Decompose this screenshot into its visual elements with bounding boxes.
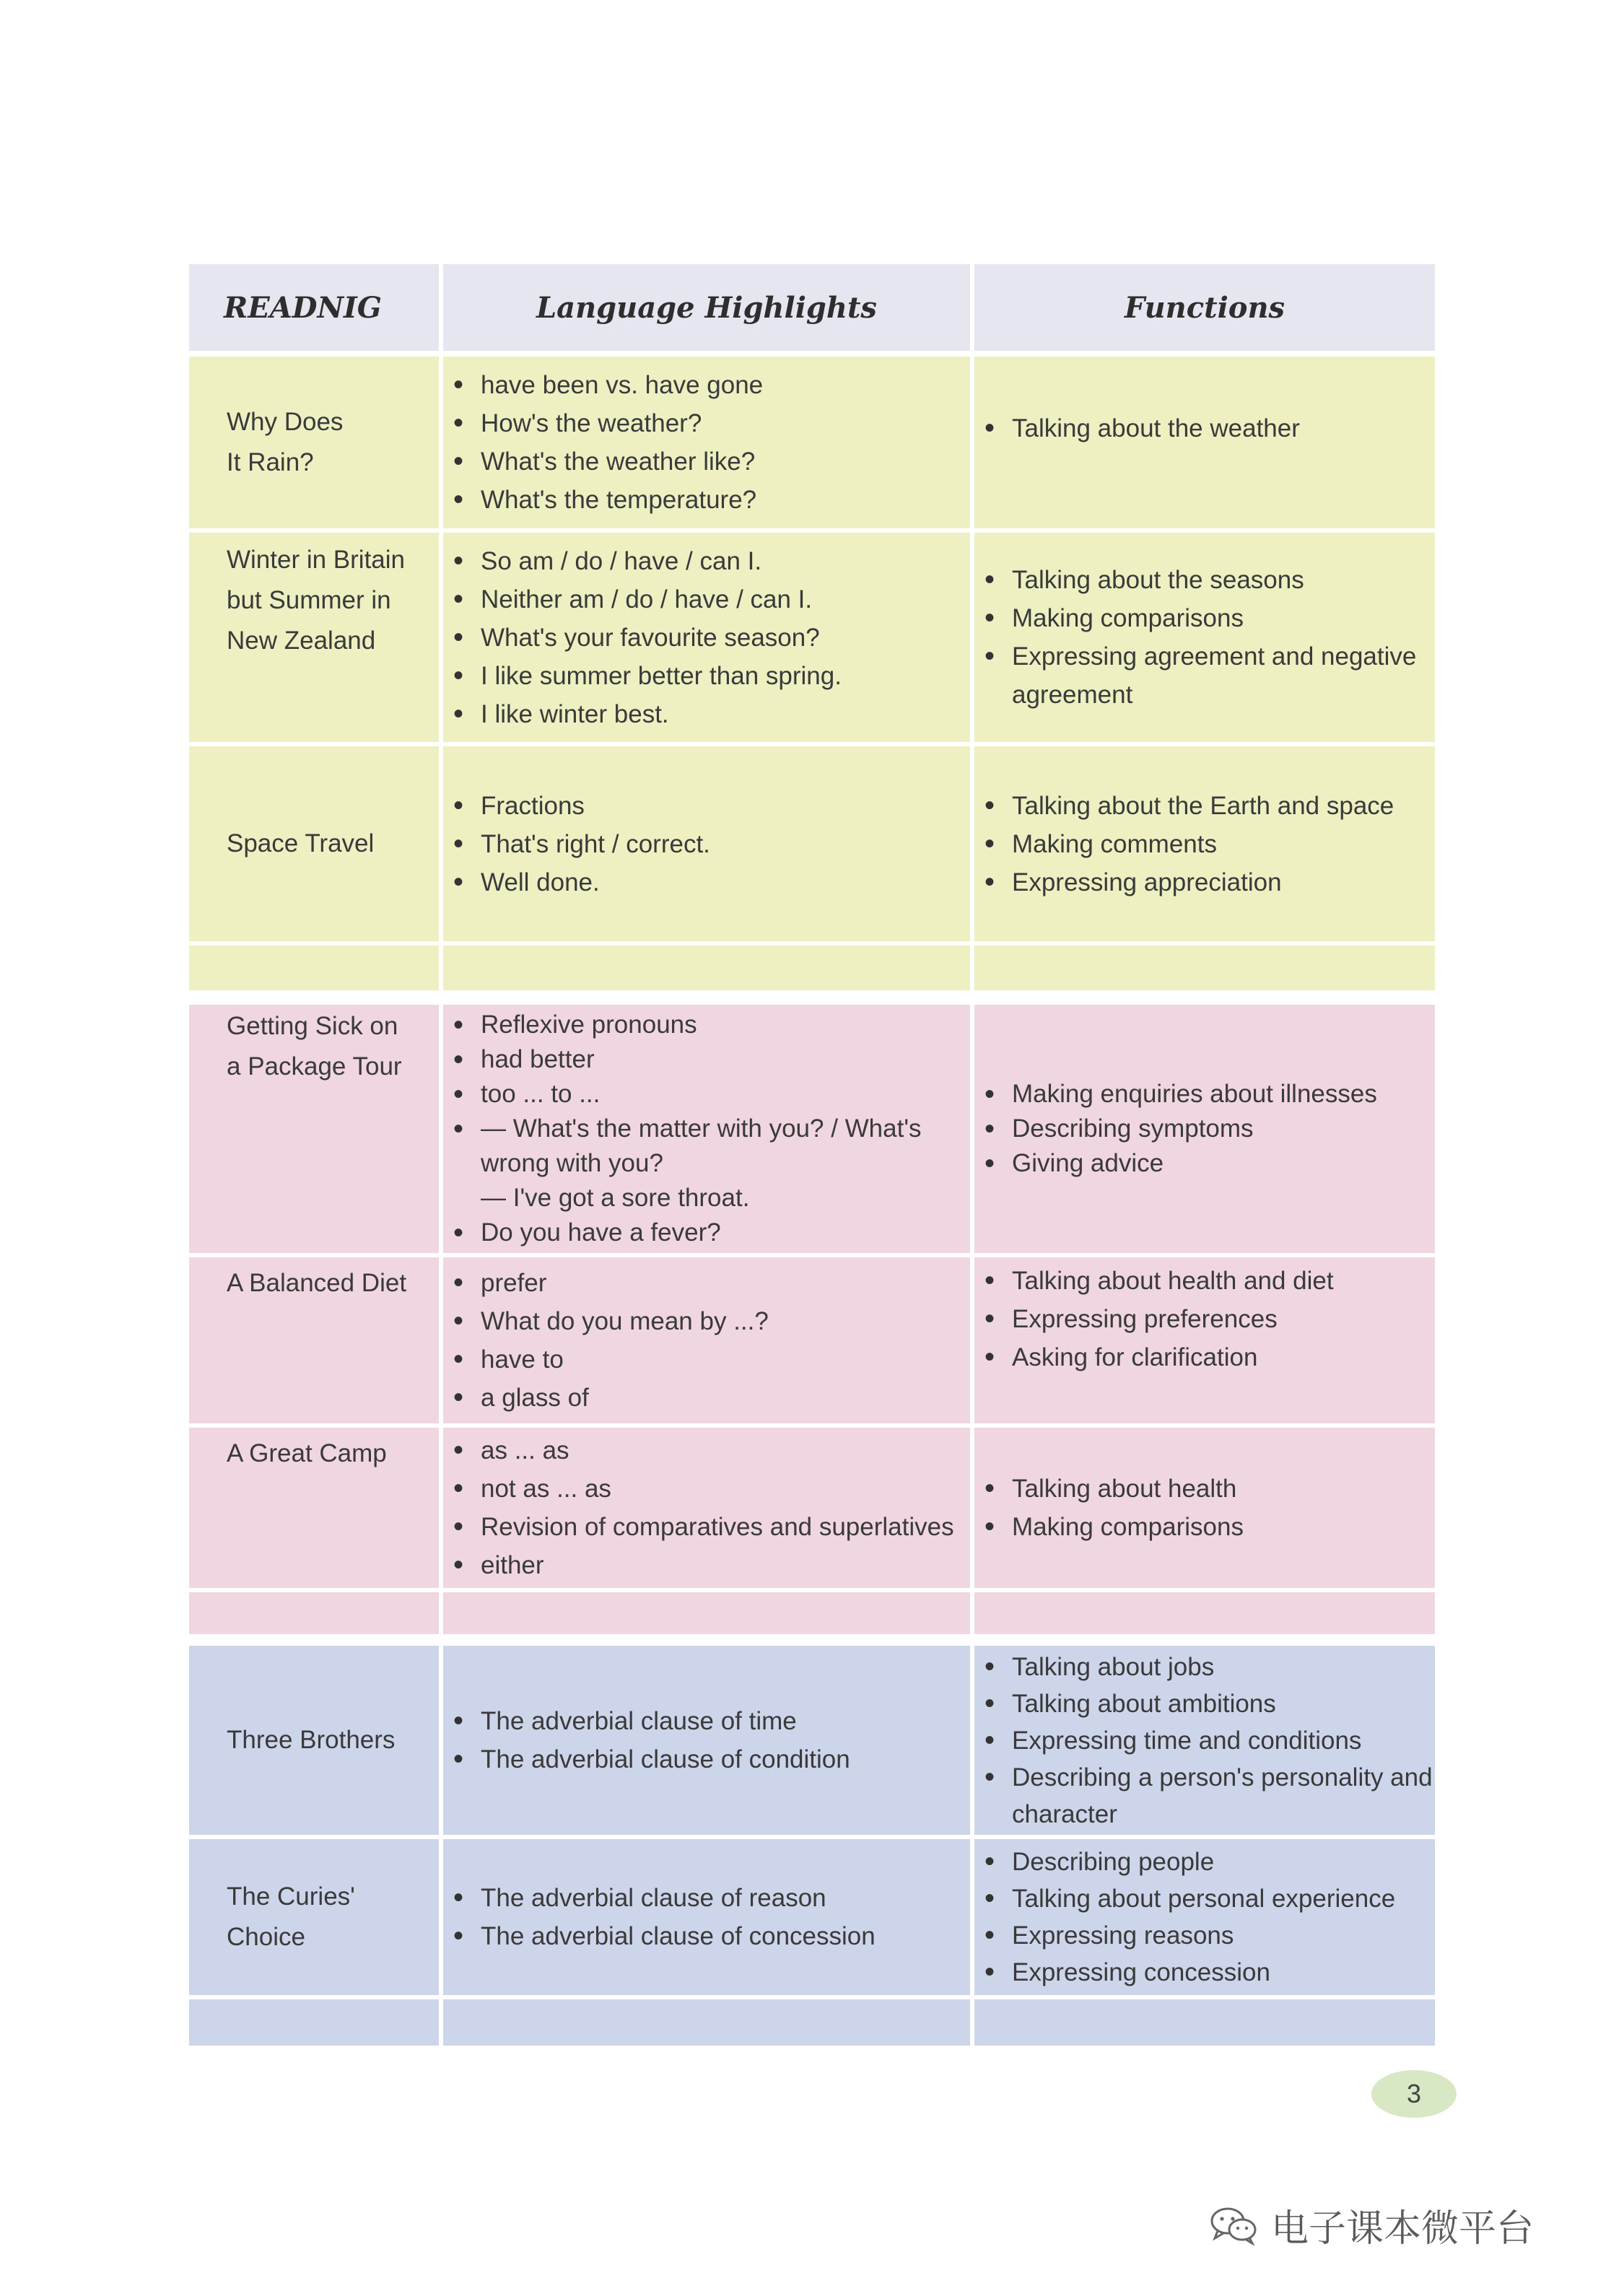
unit-title-cell <box>189 1839 439 1995</box>
spacer-cell <box>189 1999 439 2046</box>
footer-text: 电子课本微平台 <box>1271 2208 1534 2250</box>
functions-list <box>974 787 1435 902</box>
function-item: • Talking about ambitions <box>974 1685 1435 1722</box>
highlight-item: • What's the weather like? <box>443 442 970 481</box>
highlight-item: • not as ... as <box>443 1470 970 1508</box>
highlights-cell <box>443 746 970 941</box>
highlight-item: • a glass of <box>443 1379 970 1417</box>
header-cell-reading <box>189 264 439 351</box>
header-reading: READNIG <box>224 290 382 325</box>
highlights-cell <box>443 357 970 528</box>
spacer-cell <box>189 1592 439 1634</box>
function-item: • Expressing concession <box>974 1954 1435 1991</box>
unit-title-line: It Rain? <box>227 448 314 476</box>
header-language-highlights: Language Highlights <box>536 290 877 325</box>
highlights-list <box>443 1702 970 1779</box>
highlight-item: • So am / do / have / can I. <box>443 542 970 580</box>
highlight-item: • Reflexive pronouns <box>443 1008 970 1042</box>
highlights-list <box>443 542 970 733</box>
highlight-item: • The adverbial clause of condition <box>443 1740 970 1779</box>
function-item: • Describing symptoms <box>974 1112 1435 1146</box>
highlight-item: • That's right / correct. <box>443 825 970 863</box>
function-item: • Expressing reasons <box>974 1917 1435 1954</box>
highlight-reply: — I've got a sore throat. <box>481 1184 750 1212</box>
function-item: • Talking about the Earth and space <box>974 787 1435 825</box>
unit-title-line: A Great Camp <box>227 1439 387 1467</box>
functions-list <box>974 1077 1435 1181</box>
unit-title-line: Space Travel <box>227 829 375 857</box>
highlight-item: • either <box>443 1546 970 1584</box>
functions-cell <box>974 746 1435 941</box>
highlights-list <box>443 1879 970 1955</box>
function-item: • Describing a person's personality and character <box>974 1759 1435 1833</box>
highlight-item: • too ... to ... <box>443 1077 970 1112</box>
functions-cell <box>974 533 1435 742</box>
spacer-cell <box>189 946 439 990</box>
highlight-item: • What's your favourite season? <box>443 619 970 657</box>
highlight-item: • I like winter best. <box>443 695 970 733</box>
unit-title-cell <box>189 1428 439 1588</box>
unit-title-line: Winter in Britain <box>227 546 406 574</box>
highlight-item: • Fractions <box>443 787 970 825</box>
highlights-list <box>443 787 970 902</box>
function-item: • Talking about the weather <box>974 409 1435 448</box>
spacer-cell <box>443 946 970 990</box>
highlight-item: • What's the temperature? <box>443 481 970 519</box>
spacer-cell <box>974 946 1435 990</box>
function-item: • Expressing preferences <box>974 1300 1435 1338</box>
functions-list <box>974 1649 1435 1833</box>
function-item: • Expressing appreciation <box>974 863 1435 902</box>
highlight-item: • What do you mean by ...? <box>443 1302 970 1340</box>
unit-title-line: New Zealand <box>227 627 376 655</box>
header-cell-functions <box>974 264 1435 351</box>
function-item: • Talking about the seasons <box>974 561 1435 599</box>
unit-title-line: but Summer in <box>227 586 391 614</box>
highlights-cell <box>443 1646 970 1835</box>
highlight-item: • have to <box>443 1340 970 1379</box>
highlights-cell <box>443 1839 970 1995</box>
functions-list <box>974 409 1435 448</box>
unit-title-cell <box>189 746 439 941</box>
functions-cell <box>974 357 1435 528</box>
highlight-item: • — What's the matter with you? / What's wrong with you? <box>443 1112 970 1181</box>
highlights-list <box>443 366 970 519</box>
spacer-cell <box>974 1592 1435 1634</box>
function-item: • Making enquiries about illnesses <box>974 1077 1435 1112</box>
unit-title-cell <box>189 1005 439 1253</box>
highlight-item: • have been vs. have gone <box>443 366 970 404</box>
highlight-item: • How's the weather? <box>443 404 970 442</box>
highlights-cell <box>443 1257 970 1423</box>
highlight-item: • I like summer better than spring. <box>443 657 970 695</box>
unit-title-line: A Balanced Diet <box>227 1269 407 1297</box>
highlights-list <box>443 1431 970 1584</box>
highlights-list <box>443 1008 970 1181</box>
highlight-item: • prefer <box>443 1264 970 1302</box>
function-item: • Talking about health and diet <box>974 1262 1435 1300</box>
function-item: • Talking about jobs <box>974 1649 1435 1685</box>
highlight-item: • The adverbial clause of concession <box>443 1917 970 1955</box>
functions-cell <box>974 1257 1435 1423</box>
header-functions: Functions <box>1124 290 1285 325</box>
function-item: • Talking about personal experience <box>974 1880 1435 1917</box>
highlight-item: • Revision of comparatives and superlatives <box>443 1508 970 1546</box>
function-item: • Making comments <box>974 825 1435 863</box>
highlight-item: • Well done. <box>443 863 970 902</box>
functions-list <box>974 561 1435 714</box>
functions-list <box>974 1843 1435 1991</box>
unit-title-line: Getting Sick on <box>227 1012 398 1040</box>
function-item: • Expressing time and conditions <box>974 1722 1435 1759</box>
unit-title-line: a Package Tour <box>227 1052 402 1081</box>
highlight-item: • The adverbial clause of time <box>443 1702 970 1740</box>
function-item: • Asking for clarification <box>974 1338 1435 1376</box>
functions-cell <box>974 1428 1435 1588</box>
page-number: 3 <box>1406 2079 1422 2108</box>
highlight-item: • had better <box>443 1042 970 1077</box>
highlights-list-continued <box>443 1216 970 1250</box>
highlight-item: • Neither am / do / have / can I. <box>443 580 970 619</box>
functions-cell <box>974 1646 1435 1835</box>
highlight-item: • as ... as <box>443 1431 970 1470</box>
functions-cell <box>974 1005 1435 1253</box>
header-cell-highlights <box>443 264 970 351</box>
function-item: • Describing people <box>974 1843 1435 1880</box>
functions-list <box>974 1262 1435 1376</box>
unit-title-cell <box>189 1257 439 1423</box>
unit-title-cell <box>189 533 439 742</box>
footer-watermark <box>1209 2198 1534 2252</box>
spacer-cell <box>974 1999 1435 2046</box>
unit-title-cell <box>189 357 439 528</box>
highlights-cell <box>443 533 970 742</box>
function-item: • Giving advice <box>974 1146 1435 1181</box>
highlights-list <box>443 1264 970 1417</box>
functions-cell <box>974 1839 1435 1995</box>
unit-title-line: Three Brothers <box>227 1726 396 1754</box>
page-number-badge <box>1371 2070 1457 2118</box>
function-item: • Talking about health <box>974 1470 1435 1508</box>
highlights-cell <box>443 1428 970 1588</box>
unit-title-line: The Curies' Choice <box>227 1882 355 1951</box>
spacer-cell <box>443 1999 970 2046</box>
unit-title-line: Why Does <box>227 408 344 436</box>
highlights-cell <box>443 1005 970 1253</box>
highlight-item: • Do you have a fever? <box>443 1216 970 1250</box>
wechat-icon <box>1209 2205 1260 2246</box>
spacer-cell <box>443 1592 970 1634</box>
function-item: • Expressing agreement and negative agreement <box>974 637 1435 714</box>
functions-list <box>974 1470 1435 1546</box>
function-item: • Making comparisons <box>974 1508 1435 1546</box>
unit-title-cell <box>189 1646 439 1835</box>
highlight-item: • The adverbial clause of reason <box>443 1879 970 1917</box>
function-item: • Making comparisons <box>974 599 1435 637</box>
